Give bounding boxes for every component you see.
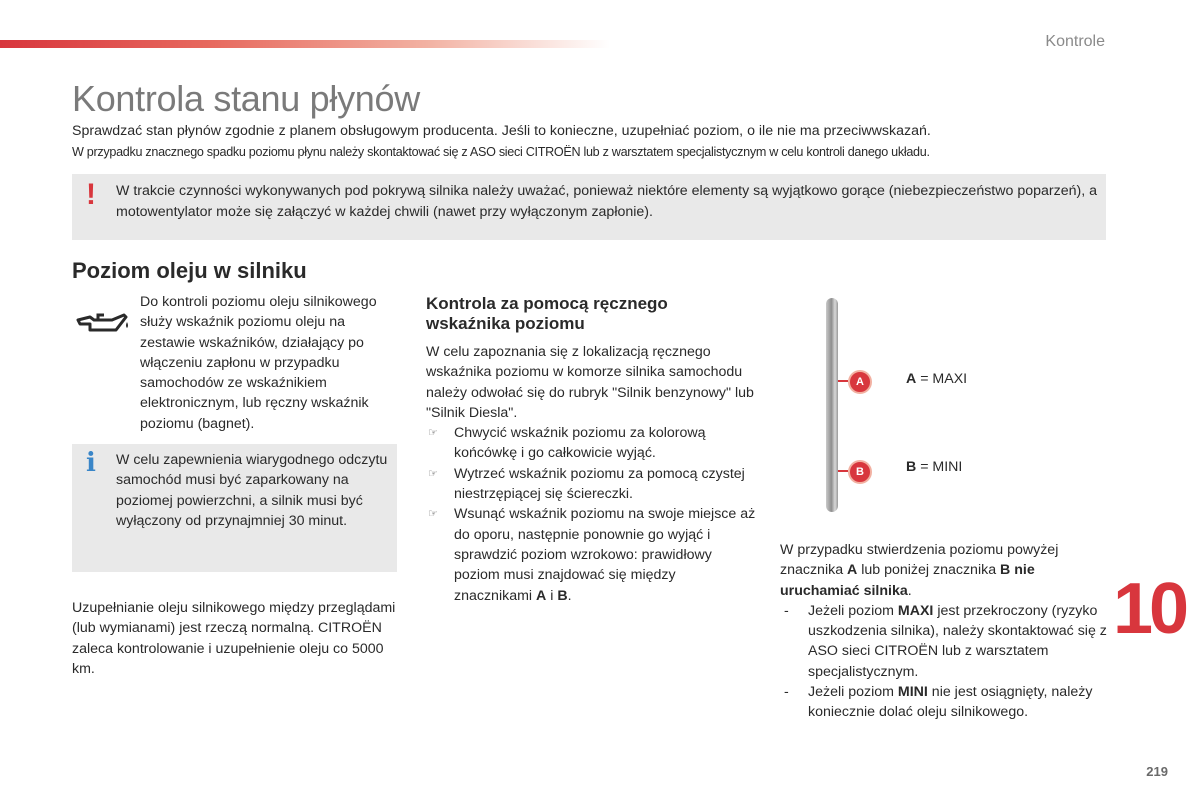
chapter-number: 10 <box>1113 569 1186 649</box>
result-warning-bold: B nie uruchamiać silnika <box>780 562 1035 599</box>
list-item <box>780 601 1110 682</box>
marker-b-ref: B <box>557 587 568 604</box>
header-accent-bar <box>0 40 610 48</box>
dipstick-illustration <box>826 298 838 512</box>
mini-label <box>906 459 962 475</box>
manual-check-heading: Kontrola za pomocą ręcznego wskaźnika poziomu <box>426 294 668 333</box>
maxi-label-value: = MAXI <box>916 371 968 387</box>
maxi-label <box>906 371 967 387</box>
mini-label-value: = MINI <box>916 459 963 475</box>
refill-paragraph: Uzupełnianie oleju silnikowego między przeglądami (lub wymianami) jest rzeczą normalną. CITROËN zaleca kontrolowanie i uzupełnienie oleju co 5000 km. <box>72 600 396 677</box>
step-text-end: . <box>567 587 572 604</box>
maxi-marker-badge: A <box>848 370 872 394</box>
item-text: Jeżeli poziom <box>808 602 898 619</box>
item-text: nie jest osiągnięty, należy koniecznie dolać oleju silnikowego. <box>808 684 1093 721</box>
dash-bullet: - <box>784 602 789 619</box>
oil-can-icon <box>76 308 128 338</box>
intro-line-2: W przypadku znacznego spadku poziomu płynu należy skontaktować się z ASO sieci CITROËN lub z warsztatem specjalistycznym w celu kontroli danego układu. <box>72 145 930 159</box>
pointing-hand-icon: ☞ <box>428 467 438 480</box>
step-text: Chwycić wskaźnik poziomu za kolorową końcówkę i go całkowicie wyjąć. <box>454 425 706 462</box>
item-text: Jeżeli poziom <box>808 684 898 701</box>
pointing-hand-icon: ☞ <box>428 427 438 440</box>
intro-line-1: Sprawdzać stan płynów zgodnie z planem obsługowym producenta. Jeśli to konieczne, uzupełniać poziom, o ile nie ma przeciwwskazań. <box>72 123 931 139</box>
page-number: 219 <box>1146 764 1168 779</box>
mini-mark-line <box>838 470 848 472</box>
info-text: W celu zapewnienia wiarygodnego odczytu samochód musi być zaparkowany na poziomej powierzchni, a silnik musi być wyłączony od przynajmniej 30 minut. <box>116 452 388 529</box>
item-text: jest przekroczony (ryzyko uszkodzenia silnika), należy skontaktować się z ASO sieci CITROËN lub z warsztatem specjalistycznym. <box>808 602 1107 680</box>
pointing-hand-icon: ☞ <box>428 508 438 521</box>
manual-check-intro: W celu zapoznania się z lokalizacją ręcznego wskaźnika poziomu w komorze silnika samochodu należy odwołać się do rubryk "Silnik benzynowy" lub "Silnik Diesla". <box>426 344 754 421</box>
mini-label-key: B <box>906 459 917 475</box>
marker-a-ref: A <box>536 587 547 604</box>
item-bold: MINI <box>897 684 928 701</box>
step-text: Wytrzeć wskaźnik poziomu za pomocą czystej niestrzępiącej się ściereczki. <box>454 465 745 503</box>
step-text-and: i <box>546 587 558 604</box>
result-text: . <box>907 582 912 599</box>
list-item <box>780 682 1110 723</box>
maxi-label-key: A <box>906 371 917 387</box>
warning-icon: ! <box>86 178 96 211</box>
step-text: Wsunąć wskaźnik poziomu na swoje miejsce aż do oporu, następnie ponownie go wyjąć i sprawdzić poziom wzrokowo: prawidłowy poziom musi znajdować się między znacznikami <box>454 506 756 604</box>
marker-a-ref: A <box>847 562 858 579</box>
result-paragraph <box>780 540 1110 601</box>
dash-bullet: - <box>784 684 789 701</box>
result-text: lub poniżej znacznika <box>857 562 1001 579</box>
warning-text: W trakcie czynności wykonywanych pod pokrywą silnika należy uważać, ponieważ niektóre elementy są wyjątkowo gorące (niebezpieczeństwo poparzeń), a motowentylator może się załączyć w każdej chwili (nawet przy wyłączonym zapłonie). <box>116 183 1097 220</box>
oil-level-description: Do kontroli poziomu oleju silnikowego służy wskaźnik poziomu oleju na zestawie wskaźników, działający po włączeniu zapłonu w przypadku samochodów ze wskaźnikiem elektronicznym, lub ręczny wskaźnik poziomu (bagnet). <box>140 294 377 432</box>
item-bold: MAXI <box>897 602 934 619</box>
result-body <box>780 540 1110 723</box>
maxi-mark-line <box>838 380 848 382</box>
section-label: Kontrole <box>1045 33 1105 50</box>
list-item <box>426 464 756 505</box>
info-icon: i <box>86 448 96 478</box>
manual-check-body <box>426 342 756 606</box>
result-text: W przypadku stwierdzenia poziomu powyżej znacznika <box>780 542 1059 579</box>
list-item <box>426 423 756 464</box>
page-title: Kontrola stanu płynów <box>72 78 420 119</box>
list-item <box>426 504 756 605</box>
mini-marker-badge: B <box>848 460 872 484</box>
oil-level-heading: Poziom oleju w silniku <box>72 258 307 283</box>
